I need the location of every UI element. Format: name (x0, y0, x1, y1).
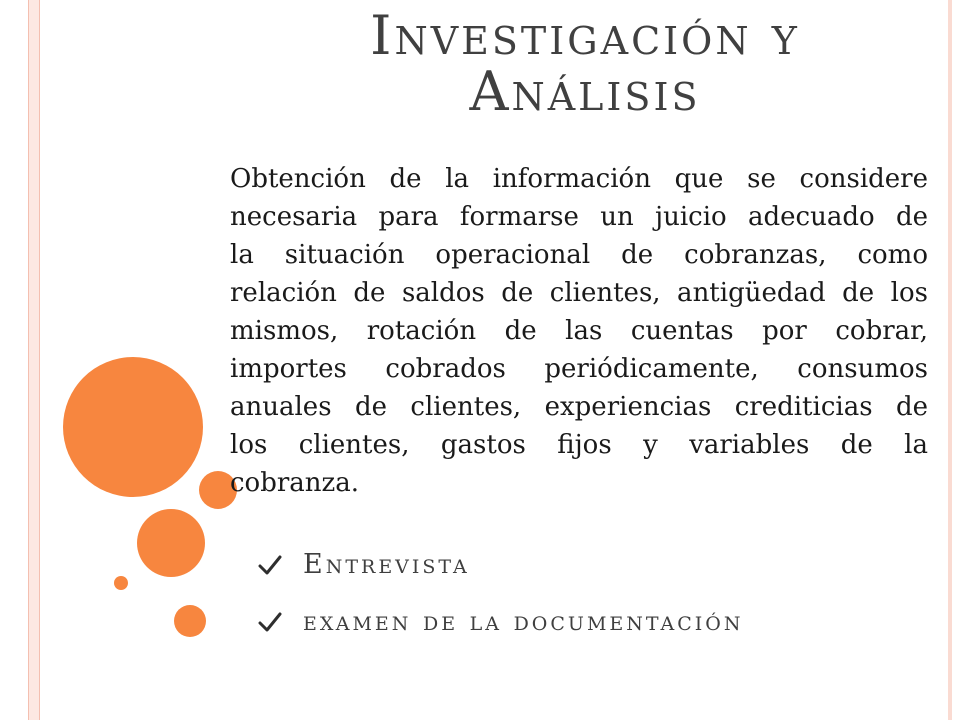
checklist-item-label: Entrevista (303, 549, 470, 580)
decorative-circle-medium (137, 509, 205, 577)
body-line: relación de saldos de clientes, antigüedad de los (230, 278, 928, 308)
body-line: cobranza. (230, 468, 359, 498)
body-line: la situación operacional de cobranzas, como (230, 240, 928, 270)
checkmark-icon (258, 610, 282, 634)
slide-title: Investigación y Análisis (370, 4, 800, 123)
decorative-circle-tiny (114, 576, 128, 590)
checklist-item-examen-documentacion (258, 605, 744, 639)
body-line: los clientes, gastos fijos y variables de la (230, 430, 928, 460)
body-paragraph (230, 160, 928, 502)
body-line: Obtención de la información que se considere (230, 164, 928, 194)
checklist (258, 548, 744, 639)
checkmark-icon (258, 553, 282, 577)
body-line: importes cobrados periódicamente, consumos (230, 354, 928, 384)
body-line: anuales de clientes, experiencias crediticias de (230, 392, 928, 422)
body-line: mismos, rotación de las cuentas por cobrar, (230, 316, 928, 346)
checklist-item-entrevista (258, 548, 744, 582)
checklist-item-label: examen de la documentación (303, 606, 744, 637)
decorative-circle-small (174, 605, 206, 637)
left-border-stripe (28, 0, 40, 720)
decorative-circle-large (63, 357, 203, 497)
body-line: necesaria para formarse un juicio adecuado de (230, 202, 928, 232)
right-border-line (948, 0, 952, 720)
